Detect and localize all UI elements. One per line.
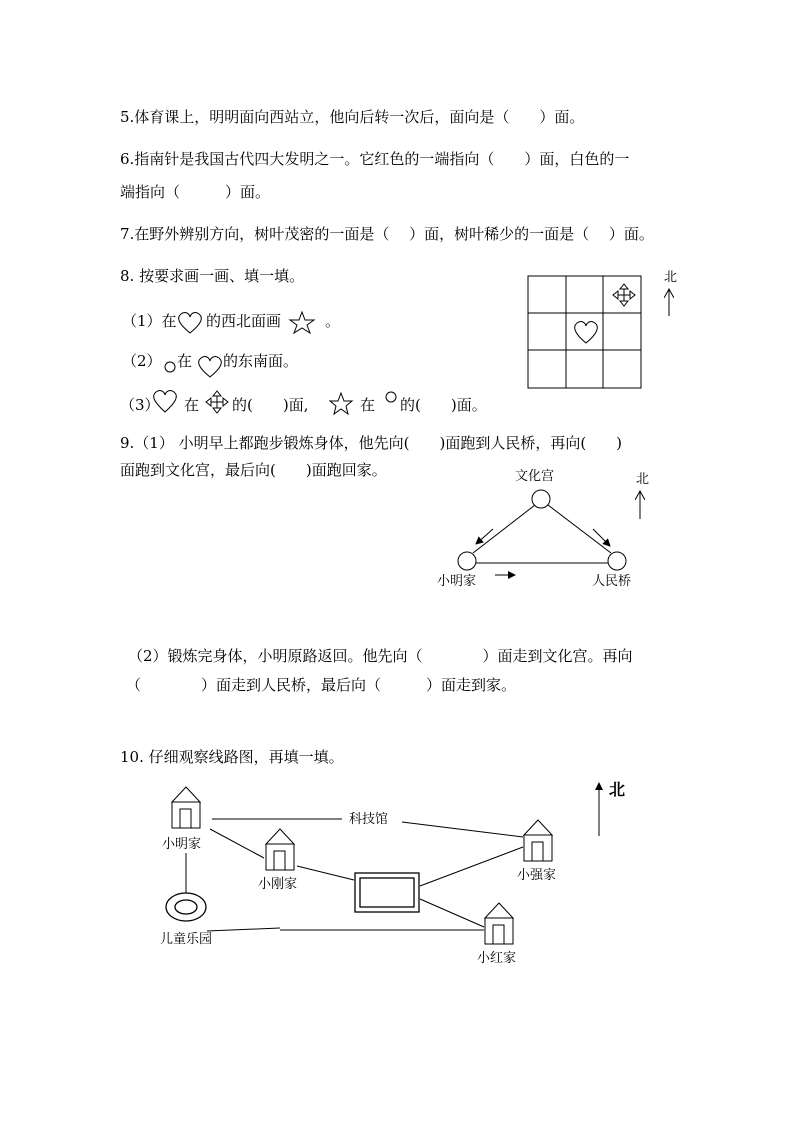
q9-text-line2: 面跑到文化宫，最后向( )面跑回家。 — [120, 461, 387, 479]
q8-part1-prefix: （1）在 — [122, 312, 177, 330]
q10-title: 10. 仔细观察线路图，再填一填。 — [120, 748, 344, 766]
house-icon — [485, 903, 513, 944]
arrow-icon — [476, 529, 493, 544]
heart-icon — [199, 357, 222, 377]
q9-map — [458, 490, 640, 575]
q8-part3-b: 在 — [184, 396, 200, 414]
q10-map — [166, 783, 599, 944]
q9-text-line1: 9.（1） 小明早上都跑步锻炼身体，他先向( )面跑到人民桥，再向( ) — [120, 434, 623, 452]
q9-part2-line2: （ ）面走到人民桥，最后向（ ）面走到家。 — [126, 676, 517, 694]
q8-part2-end: 的东南面。 — [223, 352, 299, 370]
q9-map-label-renminqiao: 人民桥 — [592, 574, 632, 589]
q8-title: 8. 按要求画一画、填一填。 — [120, 267, 305, 285]
q8-part2-prefix: （2） — [122, 352, 162, 370]
q8-part3-e: 的( )面。 — [400, 396, 487, 414]
q8-part3-d: 在 — [360, 396, 376, 414]
q8-part2-mid: 在 — [177, 352, 193, 370]
q9-part2-line1: （2）锻炼完身体，小明原路返回。他先向（ ）面走到文化宫。再向 — [128, 647, 633, 665]
cross-arrow-icon — [613, 284, 635, 306]
q9-north-label: 北 — [636, 472, 650, 487]
q10-label-xiaoqiangjia: 小强家 — [517, 868, 557, 883]
q7-text: 7.在野外辨别方向，树叶茂密的一面是（ ）面，树叶稀少的一面是（ ）面。 — [120, 225, 654, 243]
circle-icon — [165, 362, 175, 372]
house-icon — [172, 787, 200, 828]
q10-north-label: 北 — [609, 780, 626, 799]
xiaomingjia-node — [458, 552, 476, 570]
house-icon — [524, 820, 552, 861]
q10-label-ertongleyuan: 儿童乐园 — [160, 932, 213, 947]
q9-map-label-wenhuagong: 文化宫 — [515, 469, 555, 484]
q8-part3-prefix: （3） — [120, 396, 160, 414]
q10-label-xiaogangjia: 小刚家 — [258, 877, 298, 892]
arrow-icon — [593, 529, 610, 546]
q6-text-line2: 端指向（ ）面。 — [120, 183, 271, 201]
q10-label-xiaohongjia: 小红家 — [477, 951, 517, 966]
wenhuagong-node — [532, 490, 550, 508]
star-icon — [290, 312, 314, 333]
cross-arrow-icon — [206, 391, 228, 413]
q8-part1-mid: 的西北面画 — [206, 312, 282, 330]
q9-map-label-xiaomingjia: 小明家 — [437, 574, 477, 589]
library-frame — [355, 873, 419, 912]
house-icon — [266, 829, 294, 870]
q5-text: 5.体育课上，明明面向西站立，他向后转一次后，面向是（ ）面。 — [120, 108, 585, 126]
heart-icon — [179, 313, 202, 333]
heart-icon — [154, 391, 177, 412]
q6-text-line1: 6.指南针是我国古代四大发明之一。它红色的一端指向（ ）面，白色的一 — [120, 150, 630, 168]
q8-north-label: 北 — [664, 270, 678, 285]
q8-part1-end: 。 — [325, 312, 341, 330]
playground-icon — [166, 893, 206, 921]
circle-icon — [386, 392, 396, 402]
q8-part3-c: 的( )面, — [232, 396, 309, 414]
renminqiao-node — [608, 552, 626, 570]
heart-icon — [575, 322, 598, 343]
q10-label-kejiguan: 科技馆 — [349, 812, 389, 827]
star-icon — [330, 393, 352, 414]
q10-label-xiaomingjia: 小明家 — [162, 837, 202, 852]
